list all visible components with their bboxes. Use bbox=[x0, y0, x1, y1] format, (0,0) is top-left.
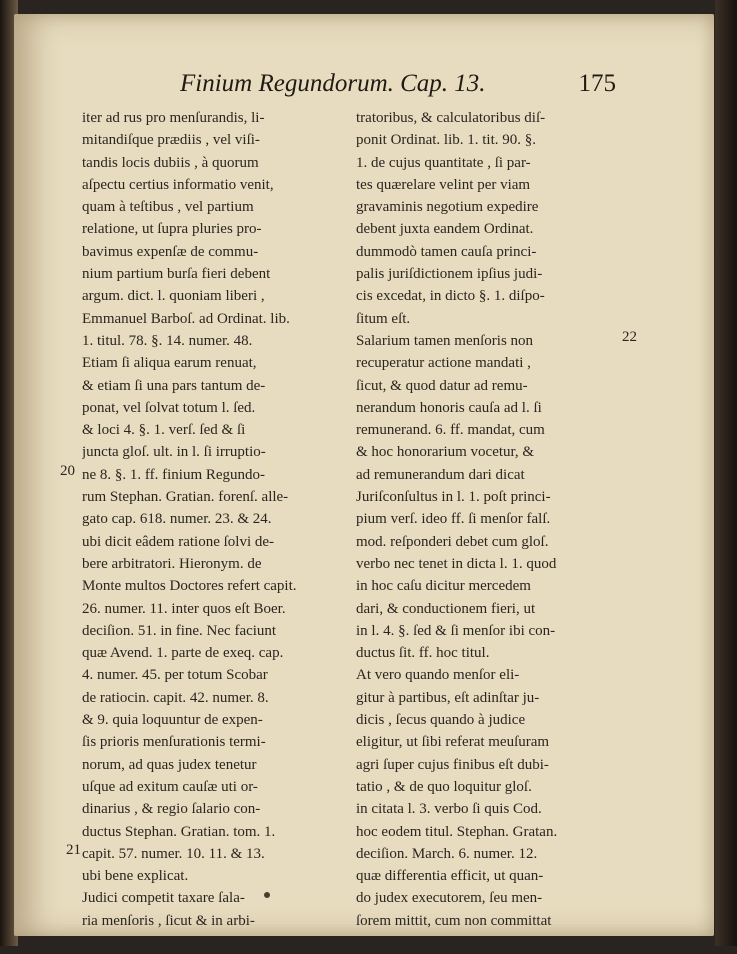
text-line: dinarius , & regio ſalario con- bbox=[82, 801, 261, 818]
marginal-number-22: 22 bbox=[622, 329, 637, 345]
text-line: hoc eodem titul. Stephan. Gratan. bbox=[356, 823, 558, 840]
text-line: gato cap. 618. numer. 23. & 24. bbox=[82, 511, 272, 528]
text-line: ad remunerandum dari dicat bbox=[356, 466, 525, 483]
text-line: aſpectu certius informatio venit, bbox=[82, 176, 274, 193]
text-line: Salarium tamen menſoris non bbox=[356, 332, 534, 349]
text-line: quæ Avend. 1. parte de exeq. cap. bbox=[82, 645, 284, 662]
text-line: de ratiocin. capit. 42. numer. 8. bbox=[82, 689, 269, 706]
text-line: verbo nec tenet in dicta l. 1. quod bbox=[356, 555, 557, 572]
text-line: & loci 4. §. 1. verſ. ſed & ſi bbox=[82, 422, 246, 439]
text-line: 1. de cujus quantitate , ſi par- bbox=[356, 154, 531, 171]
text-line: gitur à partibus, eſt adinſtar ju- bbox=[356, 689, 540, 706]
text-line: iter ad rus pro menſurandis, li- bbox=[82, 110, 265, 126]
text-line: quam à teſtibus , vel partium bbox=[82, 199, 254, 216]
text-line: & 9. quia loquuntur de expen- bbox=[82, 712, 263, 729]
text-line: uſque ad exitum cauſæ uti or- bbox=[82, 778, 258, 795]
right-column bbox=[356, 107, 618, 954]
text-line: ductus Stephan. Gratian. tom. 1. bbox=[82, 823, 276, 840]
text-line: debent juxta eandem Ordinat. bbox=[356, 221, 534, 238]
text-line: ponat, vel ſolvat totum l. ſed. bbox=[82, 399, 256, 416]
text-line: nerandum honoris cauſa ad l. ſi bbox=[356, 399, 542, 416]
book-edge bbox=[715, 0, 737, 946]
text-line: Etiam ſi aliqua earum renuat, bbox=[82, 355, 257, 372]
text-line: deciſion. 51. in fine. Nec faciunt bbox=[82, 622, 277, 639]
text-line: in hoc caſu dicitur mercedem bbox=[356, 578, 531, 595]
text-line: cis excedat, in dicto §. 1. diſpo- bbox=[356, 288, 545, 305]
text-line: 1. titul. 78. §. 14. numer. 48. bbox=[82, 332, 253, 349]
text-line: in citata l. 3. verbo ſi quis Cod. bbox=[356, 801, 542, 818]
text-line: ſicut, & quod datur ad remu- bbox=[356, 377, 528, 394]
text-line: do judex executorem, ſeu men- bbox=[356, 890, 543, 907]
text-line: Juriſconſultus in l. 1. poſt princi- bbox=[356, 489, 551, 506]
text-line: palis juriſdictionem ipſius judi- bbox=[356, 266, 543, 283]
text-line: norum, ad quas judex tenetur bbox=[82, 756, 257, 773]
text-line: agri ſuper cujus finibus eſt dubi- bbox=[356, 756, 549, 773]
text-line: Monte multos Doctores refert capit. bbox=[82, 578, 297, 595]
text-line: Emmanuel Barboſ. ad Ordinat. lib. bbox=[82, 310, 290, 327]
text-line: tandis locis dubiis , à quorum bbox=[82, 154, 259, 171]
text-line: 4. numer. 45. per totum Scobar bbox=[82, 667, 268, 684]
text-line: juncta gloſ. ult. in l. ſi irruptio- bbox=[82, 444, 266, 461]
running-head-title: Finium Regundorum. Cap. 13. bbox=[180, 70, 486, 97]
text-line: in l. 4. §. ſed & ſi menſor ibi con- bbox=[356, 622, 556, 639]
text-line: & hoc honorarium vocetur, & bbox=[356, 444, 535, 461]
text-line: eligitur, ut ſibi referat meuſuram bbox=[356, 734, 550, 751]
running-head bbox=[180, 70, 620, 104]
text-line: ria menſoris , ſicut & in arbi- bbox=[82, 912, 255, 929]
text-line: capit. 57. numer. 10. 11. & 13. bbox=[82, 845, 265, 862]
marginal-number-21: 21 bbox=[66, 842, 81, 858]
text-line: ſitum eſt. bbox=[356, 310, 411, 327]
text-line: gravaminis negotium expedire bbox=[356, 199, 539, 216]
text-line: illi bbox=[356, 934, 373, 951]
text-line: tratoribus, & calculatoribus diſ- bbox=[356, 110, 546, 126]
text-line: bere arbitratori. Hieronym. de bbox=[82, 555, 262, 572]
text-line: deciſion. March. 6. numer. 12. bbox=[356, 845, 538, 862]
text-line: mitandiſque prædiis , vel viſi- bbox=[82, 132, 260, 149]
text-line: dicis , ſecus quando à judice bbox=[356, 712, 526, 729]
text-line: ubi dicit eâdem ratione ſolvi de- bbox=[82, 533, 275, 550]
text-line: nium partium burſa fieri debent bbox=[82, 266, 271, 283]
page-dot bbox=[264, 892, 270, 898]
text-line: dummodò tamen cauſa princi- bbox=[356, 243, 537, 260]
text-line: ne 8. §. 1. ff. finium Regundo- bbox=[82, 466, 266, 483]
text-line: 26. numer. 11. inter quos eſt Boer. bbox=[82, 600, 286, 617]
text-line: At vero quando menſor eli- bbox=[356, 667, 520, 684]
text-line: dari, & conductionem fieri, ut bbox=[356, 600, 536, 617]
text-line: recuperatur actione mandati , bbox=[356, 355, 531, 372]
text-line: tatio , & de quo loquitur gloſ. bbox=[356, 778, 532, 795]
text-line: ſorem mittit, cum non committat bbox=[356, 912, 552, 929]
text-line: ubi bene explicat. bbox=[82, 868, 189, 885]
text-line: Judici competit taxare ſala- bbox=[82, 890, 245, 907]
text-line: tes quærelare velint per viam bbox=[356, 176, 531, 193]
text-line: ponit Ordinat. lib. 1. tit. 90. §. bbox=[356, 132, 536, 149]
text-line: quæ differentia efficit, ut quan- bbox=[356, 868, 544, 885]
text-line: bavimus expenſæ de commu- bbox=[82, 243, 259, 260]
text-line: mod. reſponderi debet cum gloſ. bbox=[356, 533, 549, 550]
marginal-number-20: 20 bbox=[60, 463, 75, 479]
text-line: rum Stephan. Gratian. forenſ. alle- bbox=[82, 489, 289, 506]
text-line: & etiam ſi una pars tantum de- bbox=[82, 377, 266, 394]
text-line: ductus ſit. ff. hoc titul. bbox=[356, 645, 490, 662]
text-line: remunerand. 6. ff. mandat, cum bbox=[356, 422, 545, 439]
text-line: argum. dict. l. quoniam liberi , bbox=[82, 288, 265, 305]
text-line: relatione, ut ſupra pluries pro- bbox=[82, 221, 262, 238]
left-column bbox=[82, 107, 344, 932]
page-number: 175 bbox=[578, 70, 616, 97]
text-line: ſis prioris menſurationis termi- bbox=[82, 734, 266, 751]
text-line: pium verſ. ideo ff. ſi menſor falſ. bbox=[356, 511, 551, 528]
